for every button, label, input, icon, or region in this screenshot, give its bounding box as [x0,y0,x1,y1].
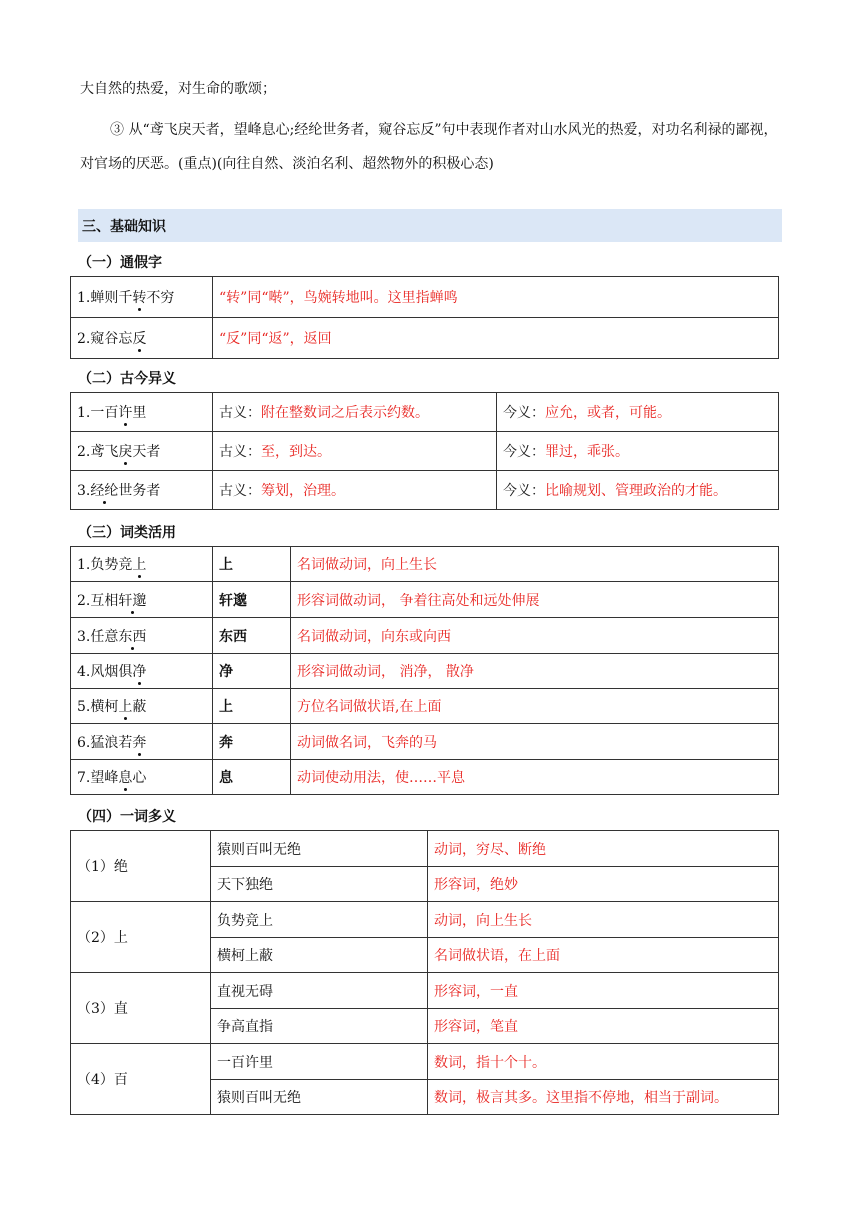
meaning-cell: 形容词，一直 [428,973,779,1009]
word-cell: （1）绝 [71,831,211,902]
table-row [71,1044,779,1080]
table-row [71,902,779,938]
phrase-cell: 2.鸢飞戾天者 [71,432,213,471]
phrase-cell: 天下独绝 [211,867,428,902]
explain-cell: “反”同“返”，返回 [213,318,779,359]
tongjia-table [70,276,779,359]
gu-cell: 古义：至，到达。 [213,432,497,471]
cilei-table [70,546,779,795]
phrase-cell: 1.蝉则千转不穷 [71,277,213,318]
explain-cell: 形容词做动词， 争着往高处和远处伸展 [291,582,779,618]
section-header [78,209,782,242]
meaning-cell: 数词，指十个十。 [428,1044,779,1080]
phrase-cell: 1.负势竞上 [71,547,213,582]
phrase-cell: 2.窥谷忘反 [71,318,213,359]
intro-line-1: 大自然的热爱，对生命的歌颂； [80,81,276,97]
phrase-cell: 5.横柯上蔽 [71,689,213,724]
gu-cell: 古义：筹划，治理。 [213,471,497,510]
meaning-cell: 形容词，笔直 [428,1009,779,1044]
phrase-cell: 6.猛浪若奔 [71,724,213,760]
table-row [71,618,779,654]
tongjia-heading: （一）通假字 [78,255,162,271]
meaning-cell: 动词，穷尽、断绝 [428,831,779,867]
explain-cell: 动词使动用法，使……平息 [291,760,779,795]
cilei-heading: （三）词类活用 [78,525,176,541]
gu-cell: 古义：附在整数词之后表示约数。 [213,393,497,432]
phrase-cell: 4.风烟俱净 [71,654,213,689]
intro-point-3: ③ 从“鸢飞戾天者，望峰息心;经纶世务者，窥谷忘反”句中表现作者对山水风光的热爱，对功名利禄的鄙视，对官场的厌恶。(重点)(向往自然、淡泊名利、超然物外的积极心态) [80,122,778,172]
table-row [71,393,779,432]
yiduo-table [70,830,779,1115]
phrase-cell: 猿则百叫无绝 [211,1080,428,1115]
phrase-cell: 直视无碍 [211,973,428,1009]
word-cell: 上 [213,689,291,724]
word-cell: 上 [213,547,291,582]
jin-cell: 今义：比喻规划、管理政治的才能。 [497,471,779,510]
gujin-table [70,392,779,510]
phrase-cell: 2.互相轩邈 [71,582,213,618]
explain-cell: 形容词做动词， 消净， 散净 [291,654,779,689]
table-row [71,831,779,867]
explain-cell: “转”同“啭”，鸟婉转地叫。这里指蝉鸣 [213,277,779,318]
meaning-cell: 形容词，绝妙 [428,867,779,902]
meaning-cell: 动词，向上生长 [428,902,779,938]
explain-cell: 名词做动词，向东或向西 [291,618,779,654]
table-row [71,973,779,1009]
jin-cell: 今义：罪过，乖张。 [497,432,779,471]
yiduo-heading: （四）一词多义 [78,809,176,825]
phrase-cell: 一百许里 [211,1044,428,1080]
word-cell: （2）上 [71,902,211,973]
word-cell: 轩邈 [213,582,291,618]
phrase-cell: 争高直指 [211,1009,428,1044]
table-row [71,432,779,471]
table-row [71,547,779,582]
phrase-cell: 横柯上蔽 [211,938,428,973]
phrase-cell: 3.经纶世务者 [71,471,213,510]
word-cell: 净 [213,654,291,689]
table-row [71,582,779,618]
word-cell: （3）直 [71,973,211,1044]
table-row [71,654,779,689]
gujin-heading: （二）古今异义 [78,371,176,387]
table-row [71,318,779,359]
word-cell: 息 [213,760,291,795]
table-row [71,724,779,760]
phrase-cell: 1.一百许里 [71,393,213,432]
explain-cell: 方位名词做状语,在上面 [291,689,779,724]
word-cell: （4）百 [71,1044,211,1115]
explain-cell: 动词做名词，飞奔的马 [291,724,779,760]
explain-cell: 名词做动词，向上生长 [291,547,779,582]
table-row [71,760,779,795]
table-row [71,471,779,510]
table-row [71,689,779,724]
word-cell: 东西 [213,618,291,654]
meaning-cell: 数词，极言其多。这里指不停地，相当于副词。 [428,1080,779,1115]
jin-cell: 今义：应允，或者，可能。 [497,393,779,432]
word-cell: 奔 [213,724,291,760]
section-title: 三、基础知识 [82,219,166,235]
phrase-cell: 猿则百叫无绝 [211,831,428,867]
table-row [71,277,779,318]
meaning-cell: 名词做状语，在上面 [428,938,779,973]
phrase-cell: 7.望峰息心 [71,760,213,795]
phrase-cell: 3.任意东西 [71,618,213,654]
phrase-cell: 负势竞上 [211,902,428,938]
